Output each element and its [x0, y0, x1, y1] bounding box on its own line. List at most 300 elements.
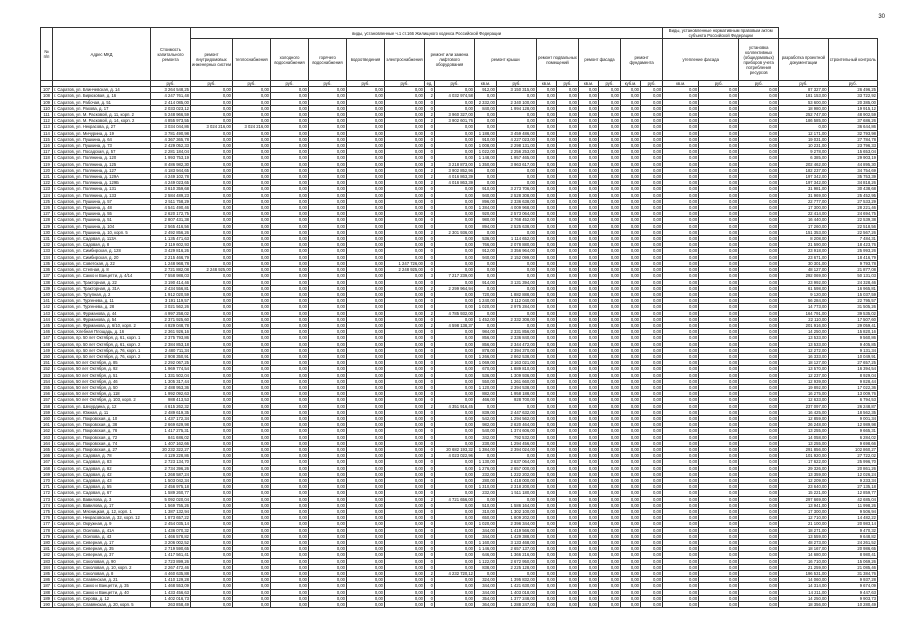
- row-address: г. Саратов, ул. Соколовая, д. 90: [53, 558, 151, 564]
- row-value: 0,00: [309, 211, 347, 217]
- row-value: 0,00: [599, 335, 621, 341]
- row-value: 841 686,02: [151, 434, 191, 440]
- row-value: 0,00: [347, 471, 385, 477]
- row-value: 344,00: [475, 533, 497, 539]
- row-value: 0,00: [347, 446, 385, 452]
- row-value: 3 902 601,76: [435, 118, 475, 124]
- row-value: 0,00: [699, 515, 739, 521]
- row-value: 0,00: [435, 298, 475, 304]
- row-value: 1 452,00: [475, 316, 497, 322]
- row-value: 0,00: [599, 316, 621, 322]
- row-value: 0,00: [579, 527, 599, 533]
- row-value: 0,00: [739, 304, 779, 310]
- row-value: 0,00: [621, 372, 641, 378]
- row-value: 0,00: [537, 242, 557, 248]
- row-address: г. Саратов, ул. Садовая, д. 67: [53, 490, 151, 496]
- row-value: 0,00: [271, 93, 309, 99]
- row-value: 0,00: [435, 267, 475, 273]
- row-value: 0: [425, 223, 435, 229]
- row-value: 0,00: [599, 217, 621, 223]
- row-value: 0: [425, 471, 435, 477]
- row-value: 0,00: [537, 366, 557, 372]
- row-value: 0,00: [557, 465, 579, 471]
- row-value: 0,00: [537, 254, 557, 260]
- row-value: 0,00: [347, 527, 385, 533]
- row-value: 0,00: [739, 366, 779, 372]
- row-value: 0,00: [537, 304, 557, 310]
- row-value: 1 146,00: [475, 546, 497, 552]
- row-value: 0,00: [233, 347, 271, 353]
- row-value: 0,00: [385, 571, 425, 577]
- row-value: 0,00: [191, 285, 233, 291]
- row-value: 0,00: [557, 279, 579, 285]
- row-value: 0,00: [475, 267, 497, 273]
- row-value: 0,00: [385, 496, 425, 502]
- row-value: 0,00: [435, 236, 475, 242]
- row-value: 0,00: [537, 589, 557, 595]
- row-value: 0,00: [385, 509, 425, 515]
- row-value: 0,00: [347, 279, 385, 285]
- row-value: 0,00: [271, 403, 309, 409]
- row-value: 14 250,00: [779, 595, 828, 601]
- row-value: 0: [425, 446, 435, 452]
- row-value: 0,00: [641, 211, 663, 217]
- row-number: 153: [41, 372, 53, 378]
- row-value: 0,00: [663, 366, 699, 372]
- row-value: 2 394 538,00: [497, 384, 537, 390]
- row-value: 0,00: [579, 267, 599, 273]
- row-value: 0,00: [739, 509, 779, 515]
- row-value: 0,00: [641, 347, 663, 353]
- row-value: 0,00: [271, 112, 309, 118]
- row-value: 0,00: [537, 509, 557, 515]
- row-value: 0,00: [663, 533, 699, 539]
- row-value: 0,00: [663, 229, 699, 235]
- row-value: 26 496,25: [828, 87, 877, 93]
- row-value: 0,00: [739, 453, 779, 459]
- row-value: 0,00: [309, 248, 347, 254]
- row-value: 7 484,31: [828, 236, 877, 242]
- row-value: 13 941,00: [779, 502, 828, 508]
- row-value: 0,00: [641, 434, 663, 440]
- row-value: 0,00: [233, 186, 271, 192]
- row-value: 0: [425, 279, 435, 285]
- row-address: г. Саратов, ул. Соколовая, д. 10, корп. 2: [53, 564, 151, 570]
- row-value: 0,00: [233, 490, 271, 496]
- row-value: 0,00: [233, 112, 271, 118]
- row-value: 22 777,00: [779, 198, 828, 204]
- row-value: 0: [425, 254, 435, 260]
- row-value: 0,00: [641, 422, 663, 428]
- row-value: 0,00: [435, 366, 475, 372]
- row-number: 139: [41, 285, 53, 291]
- row-value: 0,00: [663, 502, 699, 508]
- row-value: 0,00: [435, 347, 475, 353]
- row-value: 0,00: [537, 471, 557, 477]
- row-value: 0,00: [385, 143, 425, 149]
- row-value: 4 721 656,00: [435, 496, 475, 502]
- row-value: 0,00: [621, 415, 641, 421]
- row-value: 0,00: [699, 186, 739, 192]
- row-value: 0: [425, 552, 435, 558]
- row-number: 124: [41, 192, 53, 198]
- row-value: 16 440,00: [779, 217, 828, 223]
- row-value: 0,00: [699, 366, 739, 372]
- row-address: г. Саратов, ул. Полянина, д. 129А: [53, 174, 151, 180]
- row-number: 142: [41, 304, 53, 310]
- row-value: 1 958 188,00: [497, 391, 537, 397]
- row-value: 0: [425, 353, 435, 359]
- row-number: 171: [41, 484, 53, 490]
- row-value: 0,00: [347, 440, 385, 446]
- row-value: 0,00: [557, 329, 579, 335]
- row-value: 0,00: [435, 471, 475, 477]
- row-value: 21 877,08: [828, 267, 877, 273]
- row-value: 0,00: [599, 124, 621, 130]
- row-value: 0: [425, 248, 435, 254]
- row-number: 114: [41, 130, 53, 136]
- row-number: 168: [41, 465, 53, 471]
- row-value: 0,00: [537, 502, 557, 508]
- row-value: 0,00: [599, 143, 621, 149]
- row-value: 0,00: [557, 577, 579, 583]
- row-value: 27 533,29: [828, 198, 877, 204]
- unit-cell: руб.: [151, 81, 191, 87]
- row-value: 0,00: [271, 329, 309, 335]
- row-value: 0,00: [537, 167, 557, 173]
- row-value: 0,00: [579, 205, 599, 211]
- row-value: 984,00: [475, 329, 497, 335]
- row-value: 0,00: [233, 391, 271, 397]
- row-value: 0,00: [385, 409, 425, 415]
- row-address: г. Саратов, ул. Сакко и Ванцетти, д. 35: [53, 583, 151, 589]
- row-value: 2 492 856,26: [151, 229, 191, 235]
- row-value: 0,00: [641, 341, 663, 347]
- row-value: 0,00: [537, 453, 557, 459]
- row-value: 0,00: [271, 304, 309, 310]
- row-value: 2 298 131,00: [497, 143, 537, 149]
- row-value: 0,00: [599, 198, 621, 204]
- row-value: 0,00: [385, 242, 425, 248]
- row-value: 0,00: [309, 422, 347, 428]
- row-value: 0,00: [537, 571, 557, 577]
- row-value: 0,00: [699, 571, 739, 577]
- row-value: 0,00: [557, 211, 579, 217]
- row-value: 0,00: [347, 341, 385, 347]
- row-value: 0,00: [579, 149, 599, 155]
- row-value: 0,00: [699, 335, 739, 341]
- row-value: 0,00: [699, 453, 739, 459]
- row-number: 172: [41, 490, 53, 496]
- row-value: 0,00: [621, 316, 641, 322]
- row-value: 856,00: [475, 335, 497, 341]
- row-value: 0,00: [435, 484, 475, 490]
- row-value: 0,00: [579, 136, 599, 142]
- row-value: 0,00: [271, 533, 309, 539]
- row-value: 0,00: [579, 242, 599, 248]
- row-value: 0,00: [537, 298, 557, 304]
- row-value: 0,00: [621, 304, 641, 310]
- row-value: 0,00: [663, 453, 699, 459]
- row-value: 0,00: [621, 422, 641, 428]
- row-value: 0,00: [641, 366, 663, 372]
- row-value: 0,00: [191, 434, 233, 440]
- row-value: 0,00: [599, 589, 621, 595]
- row-value: 0,00: [641, 236, 663, 242]
- row-value: 0,00: [663, 341, 699, 347]
- row-value: 0,00: [233, 217, 271, 223]
- row-value: 0,00: [739, 602, 779, 608]
- row-value: 0,00: [385, 205, 425, 211]
- row-value: 0,00: [663, 167, 699, 173]
- row-value: 0,00: [641, 291, 663, 297]
- row-value: 0,00: [699, 174, 739, 180]
- row-value: 0,00: [579, 465, 599, 471]
- row-value: 0,00: [347, 583, 385, 589]
- row-value: 0,00: [739, 174, 779, 180]
- row-value: 2 331 856,00: [497, 329, 537, 335]
- row-value: 23 992,00: [779, 279, 828, 285]
- row-value: 1 114 652,00: [497, 236, 537, 242]
- row-value: 0,00: [233, 434, 271, 440]
- row-value: 896,00: [475, 198, 497, 204]
- row-value: 0,00: [271, 384, 309, 390]
- row-value: 0,00: [699, 267, 739, 273]
- row-value: 0,00: [739, 484, 779, 490]
- row-value: 0,00: [579, 279, 599, 285]
- row-value: 0,00: [191, 583, 233, 589]
- row-value: 0,00: [621, 347, 641, 353]
- row-value: 0,00: [579, 366, 599, 372]
- row-value: 0,00: [537, 540, 557, 546]
- row-value: 102 860,27: [828, 446, 877, 452]
- row-address: г. Саратов, ул. Садовая, д. 78: [53, 453, 151, 459]
- row-value: 2: [425, 118, 435, 124]
- row-value: 0,00: [271, 422, 309, 428]
- row-value: 0,00: [579, 223, 599, 229]
- row-value: 17 300,00: [779, 509, 828, 515]
- row-value: 0,00: [557, 291, 579, 297]
- row-address: г. Саратов, ул. Осипова, д. 41А: [53, 527, 151, 533]
- row-value: 0: [425, 502, 435, 508]
- row-value: 0,00: [385, 217, 425, 223]
- row-value: 0,00: [347, 254, 385, 260]
- row-value: 0,00: [641, 93, 663, 99]
- row-value: 0,00: [233, 180, 271, 186]
- row-value: 2 336 840,00: [497, 335, 537, 341]
- row-value: 0,00: [233, 329, 271, 335]
- row-value: 2 301 936,00: [435, 229, 475, 235]
- row-value: 0,00: [191, 571, 233, 577]
- row-value: 0,00: [309, 546, 347, 552]
- row-number: 169: [41, 471, 53, 477]
- row-value: 0,00: [309, 99, 347, 105]
- row-value: 0,00: [739, 583, 779, 589]
- row-value: 0,00: [385, 490, 425, 496]
- row-value: 0,00: [435, 595, 475, 601]
- row-number: 140: [41, 291, 53, 297]
- row-value: 2 429 052,33: [151, 143, 191, 149]
- row-value: 0,00: [347, 130, 385, 136]
- row-value: 0,00: [537, 446, 557, 452]
- row-value: 0,00: [191, 192, 233, 198]
- row-value: 0: [425, 459, 435, 465]
- row-value: 0,00: [347, 453, 385, 459]
- row-value: 0,00: [309, 279, 347, 285]
- row-value: 0,00: [191, 372, 233, 378]
- row-value: 0,00: [641, 242, 663, 248]
- row-value: 0,00: [309, 515, 347, 521]
- row-value: 0,00: [233, 409, 271, 415]
- row-value: 0,00: [347, 99, 385, 105]
- row-value: 0,00: [557, 360, 579, 366]
- row-value: 2 361 926,16: [151, 329, 191, 335]
- row-value: 0,00: [621, 496, 641, 502]
- row-value: 0,00: [497, 118, 537, 124]
- row-value: 0,00: [663, 440, 699, 446]
- row-value: 0,00: [435, 192, 475, 198]
- row-value: 0,00: [233, 540, 271, 546]
- row-value: 0,00: [385, 564, 425, 570]
- row-value: 0,00: [497, 167, 537, 173]
- row-value: 16 425,00: [779, 409, 828, 415]
- row-value: 0,00: [579, 478, 599, 484]
- row-value: 0,00: [271, 397, 309, 403]
- row-value: 0,00: [739, 546, 779, 552]
- row-value: 0,00: [699, 329, 739, 335]
- row-value: 0,00: [537, 403, 557, 409]
- row-value: 0,00: [699, 105, 739, 111]
- row-value: 18 127,00: [779, 360, 828, 366]
- row-value: 3 190 414,46: [151, 279, 191, 285]
- row-value: 0,00: [309, 254, 347, 260]
- row-value: 982,00: [475, 422, 497, 428]
- row-value: 12 710,00: [779, 515, 828, 521]
- row-value: 292 069,00: [779, 273, 828, 279]
- row-value: 12 171,00: [779, 130, 828, 136]
- row-value: 0,00: [699, 540, 739, 546]
- row-value: 0,00: [641, 267, 663, 273]
- row-value: 0,00: [435, 465, 475, 471]
- row-value: 0,00: [599, 310, 621, 316]
- row-value: 2 267 472,46: [151, 564, 191, 570]
- row-value: 0,00: [435, 409, 475, 415]
- row-value: 0,00: [663, 130, 699, 136]
- row-value: 0,00: [599, 428, 621, 434]
- row-value: 0,00: [385, 167, 425, 173]
- row-number: 131: [41, 236, 53, 242]
- row-value: 0,00: [599, 571, 621, 577]
- row-value: 0: [425, 372, 435, 378]
- row-value: 0,00: [309, 415, 347, 421]
- row-value: 910,00: [475, 186, 497, 192]
- row-value: 0,00: [641, 440, 663, 446]
- row-value: 0,00: [699, 602, 739, 608]
- row-value: 0,00: [309, 229, 347, 235]
- row-value: 0,00: [663, 304, 699, 310]
- row-value: 0,00: [699, 378, 739, 384]
- row-value: 0,00: [347, 291, 385, 297]
- row-value: 8 208,00: [779, 236, 828, 242]
- row-value: 0,00: [739, 422, 779, 428]
- row-value: 0,00: [557, 372, 579, 378]
- row-value: 0,00: [385, 124, 425, 130]
- row-value: 0,00: [347, 372, 385, 378]
- row-value: 0,00: [641, 546, 663, 552]
- row-value: 0,00: [385, 279, 425, 285]
- row-value: 0,00: [739, 527, 779, 533]
- row-value: 0,00: [271, 198, 309, 204]
- row-value: 882,00: [475, 391, 497, 397]
- row-value: 0,00: [537, 595, 557, 601]
- row-value: 0,00: [475, 571, 497, 577]
- row-value: 0: [425, 384, 435, 390]
- unit-cell: руб.: [641, 81, 663, 87]
- row-value: 0,00: [599, 527, 621, 533]
- row-value: 0,00: [599, 490, 621, 496]
- row-value: 0,00: [435, 136, 475, 142]
- row-value: 0,00: [309, 595, 347, 601]
- row-value: 34 818,26: [828, 180, 877, 186]
- row-value: 840,00: [475, 105, 497, 111]
- row-value: 0,00: [385, 453, 425, 459]
- row-value: 0,00: [621, 391, 641, 397]
- row-value: 0,00: [497, 273, 537, 279]
- row-value: 0,00: [557, 490, 579, 496]
- row-value: 0,00: [347, 577, 385, 583]
- row-value: 928 700,00: [497, 397, 537, 403]
- row-value: 0,00: [641, 409, 663, 415]
- row-value: 0: [425, 589, 435, 595]
- row-value: 0,00: [309, 366, 347, 372]
- row-value: 0,00: [191, 310, 233, 316]
- row-value: 0,00: [309, 391, 347, 397]
- row-value: 18 980,00: [779, 105, 828, 111]
- row-number: 120: [41, 167, 53, 173]
- row-value: 0,00: [537, 273, 557, 279]
- row-value: 0,00: [191, 465, 233, 471]
- row-value: 0,00: [599, 360, 621, 366]
- row-value: 0,00: [435, 198, 475, 204]
- row-value: 0,00: [309, 335, 347, 341]
- row-value: 0,00: [347, 409, 385, 415]
- row-value: 0,00: [557, 118, 579, 124]
- row-value: 1 589 260,77: [151, 490, 191, 496]
- row-value: 28 221,46: [828, 205, 877, 211]
- row-address: г. Саратов, ул. Садовая, д. 83: [53, 459, 151, 465]
- row-value: 0,00: [271, 527, 309, 533]
- row-value: 0,00: [191, 552, 233, 558]
- row-value: 0,00: [779, 124, 828, 130]
- row-value: 9 903,73: [828, 595, 877, 601]
- row-value: 0,00: [641, 558, 663, 564]
- row-value: 2 975 284,00: [497, 304, 537, 310]
- row-address: г. Саратов, ул. Степная, д. 8: [53, 267, 151, 273]
- header-col: ремонт крыши: [475, 39, 537, 81]
- row-value: 0,00: [537, 602, 557, 608]
- row-value: 0,00: [347, 205, 385, 211]
- row-value: 0,00: [347, 304, 385, 310]
- row-value: 0,00: [557, 533, 579, 539]
- row-value: 0,00: [385, 180, 425, 186]
- row-value: 4 023 022,96: [435, 453, 475, 459]
- row-address: г. Саратов, 50 лет Октября, д. 50: [53, 384, 151, 390]
- row-value: 2 723 899,26: [151, 558, 191, 564]
- row-value: 2 456 975,18: [151, 484, 191, 490]
- row-value: 0,00: [385, 577, 425, 583]
- row-value: 0,00: [557, 589, 579, 595]
- row-value: 912,00: [475, 248, 497, 254]
